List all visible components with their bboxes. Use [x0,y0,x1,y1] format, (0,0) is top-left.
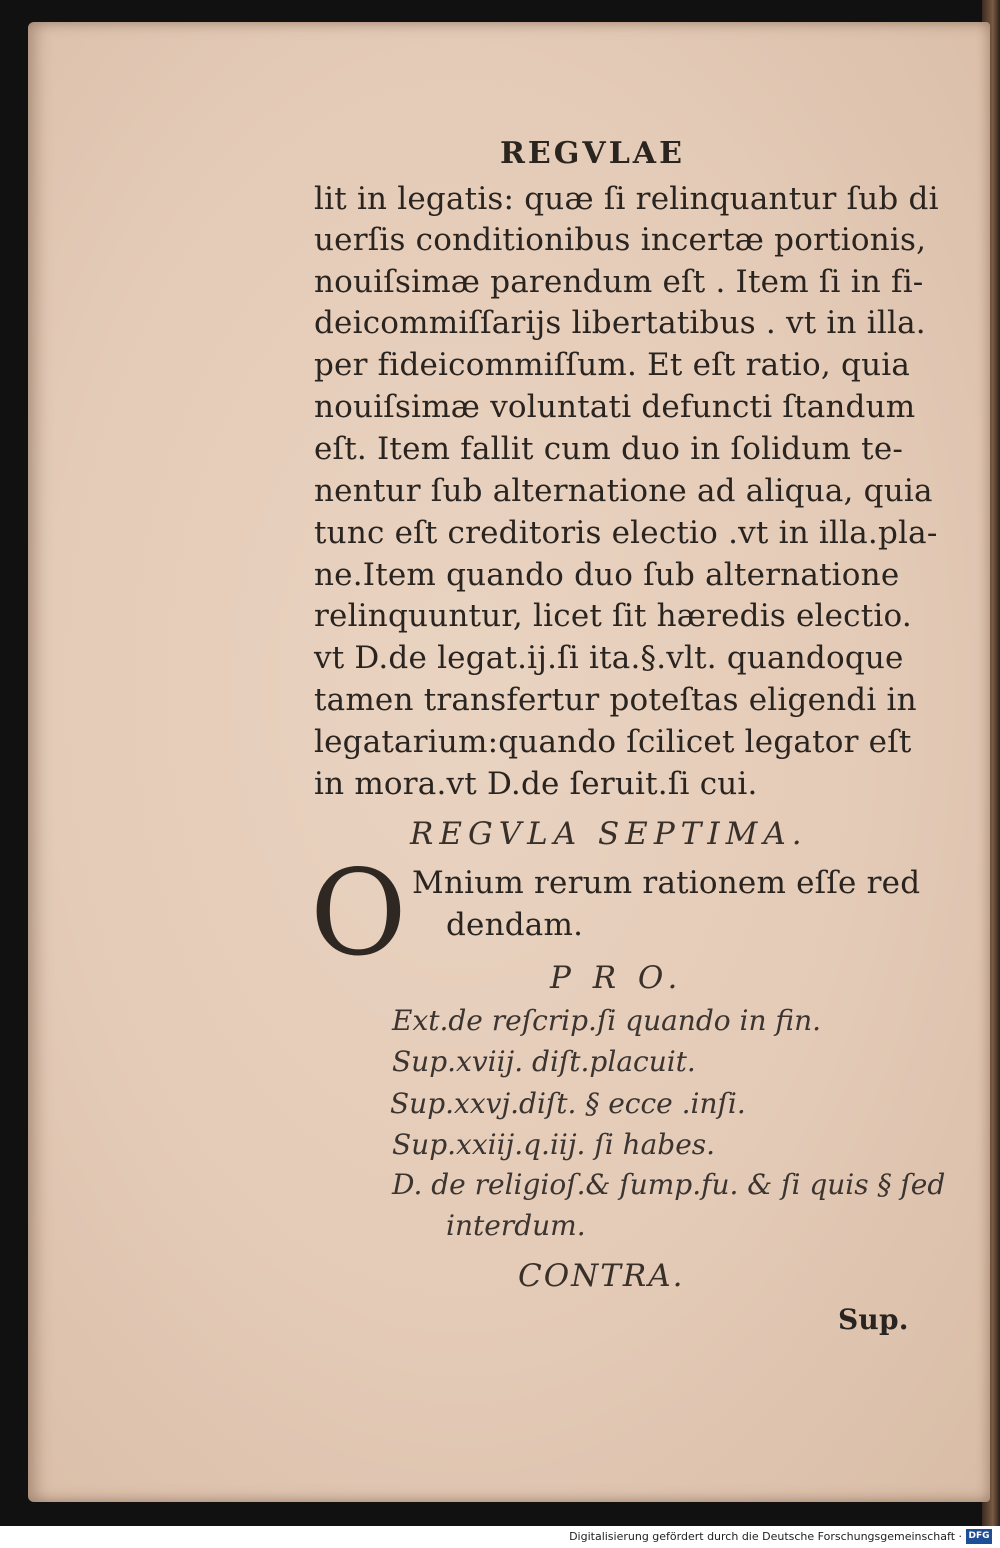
rule-text-line-2: dendam. [446,907,584,943]
body-line-15: in mora.vt D.de ſeruit.ſi cui. [314,766,758,802]
body-line-7: eſt. Item fallit cum duo in ſolidum te- [314,431,904,467]
body-line-1: lit in legatis: quæ ſi relinquantur ſub di [314,181,939,217]
reference-line-5: D. de religioſ.& ſump.fu. & ſi quis § ſed [392,1168,946,1201]
decorated-initial: O [310,844,407,982]
contra-heading: CONTRA. [518,1258,685,1294]
running-header: REGVLAE [500,136,685,171]
catchword: Sup. [838,1303,909,1336]
reference-line-4: Sup.xxiij.q.iij. ſi habes. [392,1128,716,1161]
body-line-4: deicommiſſarijs libertatibus . vt in illa. [314,305,926,341]
pro-heading: P R O. [550,960,684,996]
body-line-10: ne.Item quando duo ſub alternatione [314,557,900,593]
body-line-2: uerſis conditionibus incertæ portionis, [314,222,927,258]
reference-continuation: interdum. [446,1209,586,1242]
body-line-3: nouiſsimæ parendum eſt . Item ſi in fi- [314,264,924,300]
body-line-12: vt D.de legat.ij.ſi ita.§.vlt. quandoque [314,640,904,676]
body-line-11: relinquuntur, licet ſit hæredis electio. [314,598,912,634]
reference-line-3: Sup.xxvj.diſt. § ecce .inſi. [390,1087,746,1120]
reference-line-1: Ext.de reſcrip.ſi quando in fin. [392,1004,822,1037]
funding-credit: Digitalisierung gefördert durch die Deutsche Forschungsgemeinschaft · [569,1530,962,1543]
body-line-13: tamen transfertur poteſtas eligendi in [314,682,917,718]
body-line-9: tunc eſt creditoris electio .vt in illa.pla- [314,515,938,551]
body-line-5: per fideicommiſſum. Et eſt ratio, quia [314,347,911,383]
body-line-8: nentur ſub alternatione ad aliqua, quia [314,473,933,509]
rule-text-line-1: Mnium rerum rationem eſſe red [412,865,921,901]
body-line-6: nouiſsimæ voluntati defuncti ſtandum [314,389,916,425]
dfg-logo: DFG [966,1529,992,1544]
rule-heading: REGVLA SEPTIMA. [410,816,808,852]
body-line-14: legatarium:quando ſcilicet legator eſt [314,724,912,760]
reference-line-2: Sup.xviij. diſt.placuit. [392,1045,696,1078]
